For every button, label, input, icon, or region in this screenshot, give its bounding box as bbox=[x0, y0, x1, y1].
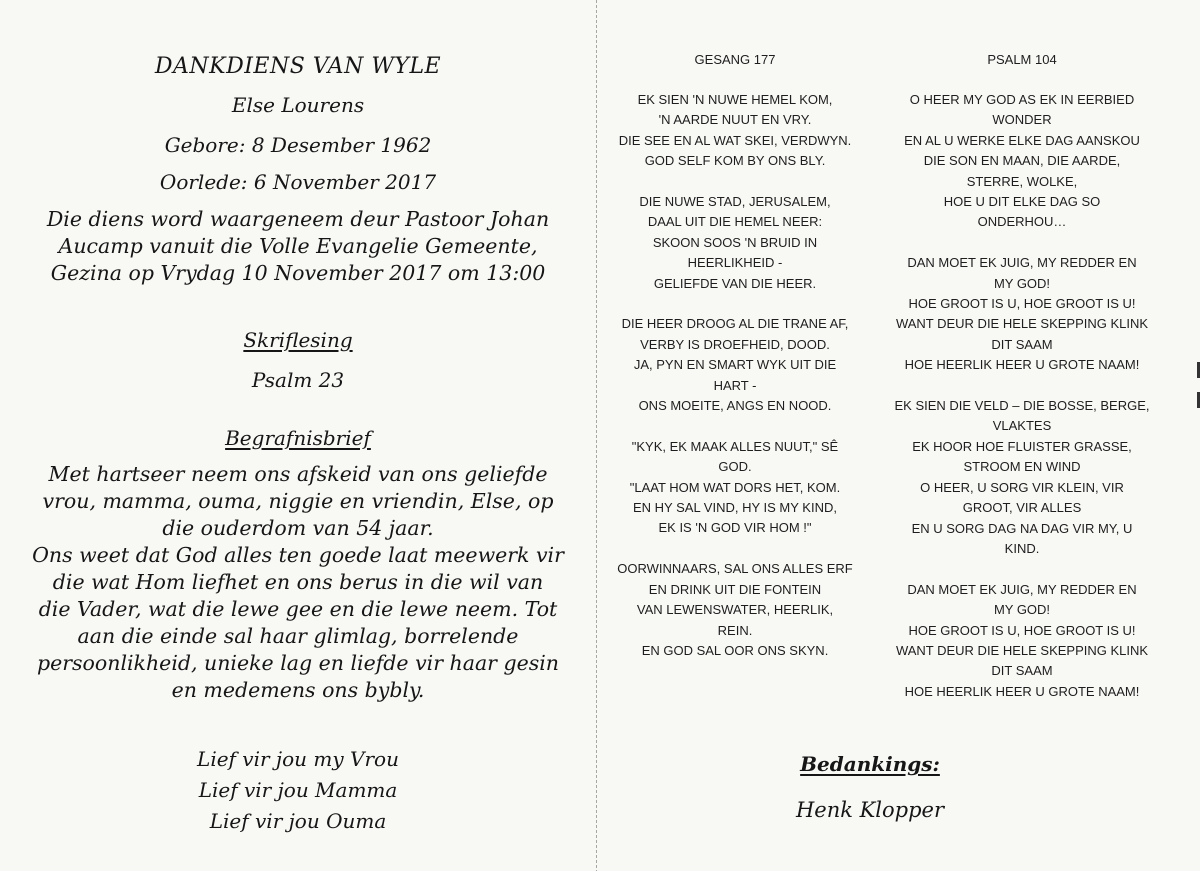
lyric-line: EK IS 'N GOD VIR HOM !" bbox=[658, 520, 812, 536]
lyric-line: EK HOOR HOE FLUISTER GRASSE, bbox=[912, 438, 1132, 454]
lyric-line: HOE GROOT IS U, HOE GROOT IS U! bbox=[908, 622, 1136, 638]
service-line: Aucamp vanuit die Volle Evangelie Gemeente, bbox=[58, 234, 538, 258]
hymn-title: GESANG 177 bbox=[694, 52, 776, 67]
letter-line: die wat Hom liefhet en ons berus in die wil van bbox=[52, 570, 544, 594]
lyric-line: SKOON SOOS 'N BRUID IN bbox=[652, 234, 818, 250]
lyric-line: DIE HEER DROOG AL DIE TRANE AF, bbox=[621, 316, 849, 332]
lyric-line: HEERLIKHEID - bbox=[687, 255, 783, 271]
fold-line bbox=[596, 0, 597, 871]
lyric-line: EN AL U WERKE ELKE DAG AANSKOU bbox=[904, 132, 1140, 148]
lyric-line: STERRE, WOLKE, bbox=[966, 173, 1078, 189]
stanza bbox=[604, 314, 866, 416]
death-date: Oorlede: 6 November 2017 bbox=[159, 170, 437, 194]
closing-dedication bbox=[0, 744, 596, 837]
service-line: Die diens word waargeneem deur Pastoor Johan bbox=[46, 207, 550, 231]
lyric-line: VLAKTES bbox=[992, 418, 1052, 434]
lyric-line: HOE HEERLIK HEER U GROTE NAAM! bbox=[904, 683, 1140, 699]
obituary-letter bbox=[0, 461, 596, 704]
lyric-line: EN HY SAL VIND, HY IS MY KIND, bbox=[633, 500, 837, 516]
service-line: Gezina op Vrydag 10 November 2017 om 13:00 bbox=[50, 261, 546, 285]
stanza bbox=[882, 253, 1162, 375]
stanza bbox=[604, 437, 866, 539]
closing-line: Lief vir jou Mamma bbox=[198, 778, 398, 802]
closing-line: Lief vir jou Ouma bbox=[209, 809, 387, 833]
lyric-line: "KYK, EK MAAK ALLES NUUT," SÊ bbox=[631, 438, 839, 454]
reading-heading: Skriflesing bbox=[243, 328, 353, 352]
lyric-line: VAN LEWENSWATER, HEERLIK, bbox=[636, 602, 834, 618]
letter-line: Met hartseer neem ons afskeid van ons geliefde bbox=[48, 462, 548, 486]
letter-line: die Vader, wat die lewe gee en die lewe neem. Tot bbox=[38, 597, 558, 621]
lyric-line: ONDERHOU… bbox=[977, 214, 1067, 230]
lyric-line: HOE U DIT ELKE DAG SO bbox=[943, 194, 1101, 210]
program-title: DANKDIENS VAN WYLE bbox=[154, 54, 442, 79]
left-panel bbox=[0, 0, 596, 871]
lyric-line: 'N AARDE NUUT EN VRY. bbox=[658, 112, 812, 128]
lyric-line: EN U SORG DAG NA DAG VIR MY, U bbox=[911, 520, 1133, 536]
lyric-line: O HEER, U SORG VIR KLEIN, VIR bbox=[920, 479, 1124, 495]
letter-line: en medemens ons bybly. bbox=[171, 678, 425, 702]
lyric-line: REIN. bbox=[717, 622, 753, 638]
lyric-line: GELIEFDE VAN DIE HEER. bbox=[653, 275, 817, 291]
lyric-line: MY GOD! bbox=[993, 602, 1051, 618]
lyric-line: EK SIEN 'N NUWE HEMEL KOM, bbox=[637, 92, 833, 107]
closing-line: Lief vir jou my Vrou bbox=[197, 747, 399, 771]
lyric-line: GROOT, VIR ALLES bbox=[962, 500, 1082, 516]
deceased-name: Else Lourens bbox=[231, 93, 365, 117]
stanza bbox=[882, 580, 1162, 702]
birth-date: Gebore: 8 Desember 1962 bbox=[164, 133, 432, 157]
letter-line: die ouderdom van 54 jaar. bbox=[162, 516, 434, 540]
lyric-line: DIT SAAM bbox=[991, 336, 1053, 352]
stanza bbox=[882, 90, 1162, 233]
lyric-line: HART - bbox=[713, 377, 757, 393]
lyric-line: EN GOD SAL OOR ONS SKYN. bbox=[641, 642, 829, 658]
lyric-line: VERBY IS DROEFHEID, DOOD. bbox=[640, 336, 830, 352]
lyric-line: GOD. bbox=[718, 459, 752, 475]
lyric-line: STROOM EN WIND bbox=[963, 459, 1081, 475]
lyric-line: DAN MOET EK JUIG, MY REDDER EN bbox=[907, 255, 1137, 271]
thanks-heading: Bedankings: bbox=[800, 752, 940, 776]
hymn-title: PSALM 104 bbox=[987, 52, 1057, 67]
lyric-line: DAN MOET EK JUIG, MY REDDER EN bbox=[907, 581, 1137, 597]
stanza bbox=[604, 559, 866, 661]
lyric-line: EN DRINK UIT DIE FONTEIN bbox=[648, 581, 822, 597]
lyric-line: DIE SEE EN AL WAT SKEI, VERDWYN. bbox=[618, 132, 852, 148]
hymn-lyrics bbox=[604, 90, 866, 682]
lyric-line: OORWINNAARS, SAL ONS ALLES ERF bbox=[617, 561, 853, 577]
lyric-line: JA, PYN EN SMART WYK UIT DIE bbox=[633, 357, 837, 373]
stanza bbox=[882, 396, 1162, 559]
hymn-psalm-104 bbox=[882, 50, 1162, 710]
letter-heading: Begrafnisbrief bbox=[225, 426, 371, 450]
lyric-line: WONDER bbox=[992, 112, 1052, 128]
lyric-line: GOD SELF KOM BY ONS BLY. bbox=[644, 153, 826, 169]
stanza bbox=[604, 90, 866, 172]
letter-line: Ons weet dat God alles ten goede laat meewerk vir bbox=[32, 543, 564, 567]
hymn-lyrics bbox=[882, 90, 1162, 723]
lyric-line: KIND. bbox=[1004, 540, 1040, 556]
letter-line: vrou, mamma, ouma, niggie en vriendin, Else, op bbox=[42, 489, 554, 513]
lyric-line: DIE SON EN MAAN, DIE AARDE, bbox=[923, 153, 1121, 169]
lyric-line: HOE GROOT IS U, HOE GROOT IS U! bbox=[908, 296, 1136, 312]
lyric-line: ONS MOEITE, ANGS EN NOOD. bbox=[638, 398, 832, 414]
letter-line: persoonlikheid, unieke lag en liefde vir haar gesin bbox=[36, 651, 560, 675]
lyric-line: DIT SAAM bbox=[991, 663, 1053, 679]
lyric-line: WANT DEUR DIE HELE SKEPPING KLINK bbox=[895, 316, 1149, 332]
stanza bbox=[604, 192, 866, 294]
lyric-line: O HEER MY GOD AS EK IN EERBIED bbox=[909, 92, 1135, 107]
lyric-line: MY GOD! bbox=[993, 275, 1051, 291]
thanks-name: Henk Klopper bbox=[795, 798, 945, 822]
service-details bbox=[0, 206, 596, 287]
lyric-line: EK SIEN DIE VELD – DIE BOSSE, BERGE, bbox=[894, 398, 1150, 414]
hymn-gesang-177 bbox=[604, 50, 866, 690]
lyric-line: WANT DEUR DIE HELE SKEPPING KLINK bbox=[895, 642, 1149, 658]
lyric-line: "LAAT HOM WAT DORS HET, KOM. bbox=[629, 479, 841, 495]
lyric-line: HOE HEERLIK HEER U GROTE NAAM! bbox=[904, 357, 1140, 373]
letter-line: aan die einde sal haar glimlag, borrelende bbox=[77, 624, 519, 648]
reading-passage: Psalm 23 bbox=[251, 368, 345, 392]
lyric-line: DIE NUWE STAD, JERUSALEM, bbox=[639, 194, 831, 210]
lyric-line: DAAL UIT DIE HEMEL NEER: bbox=[647, 214, 823, 230]
